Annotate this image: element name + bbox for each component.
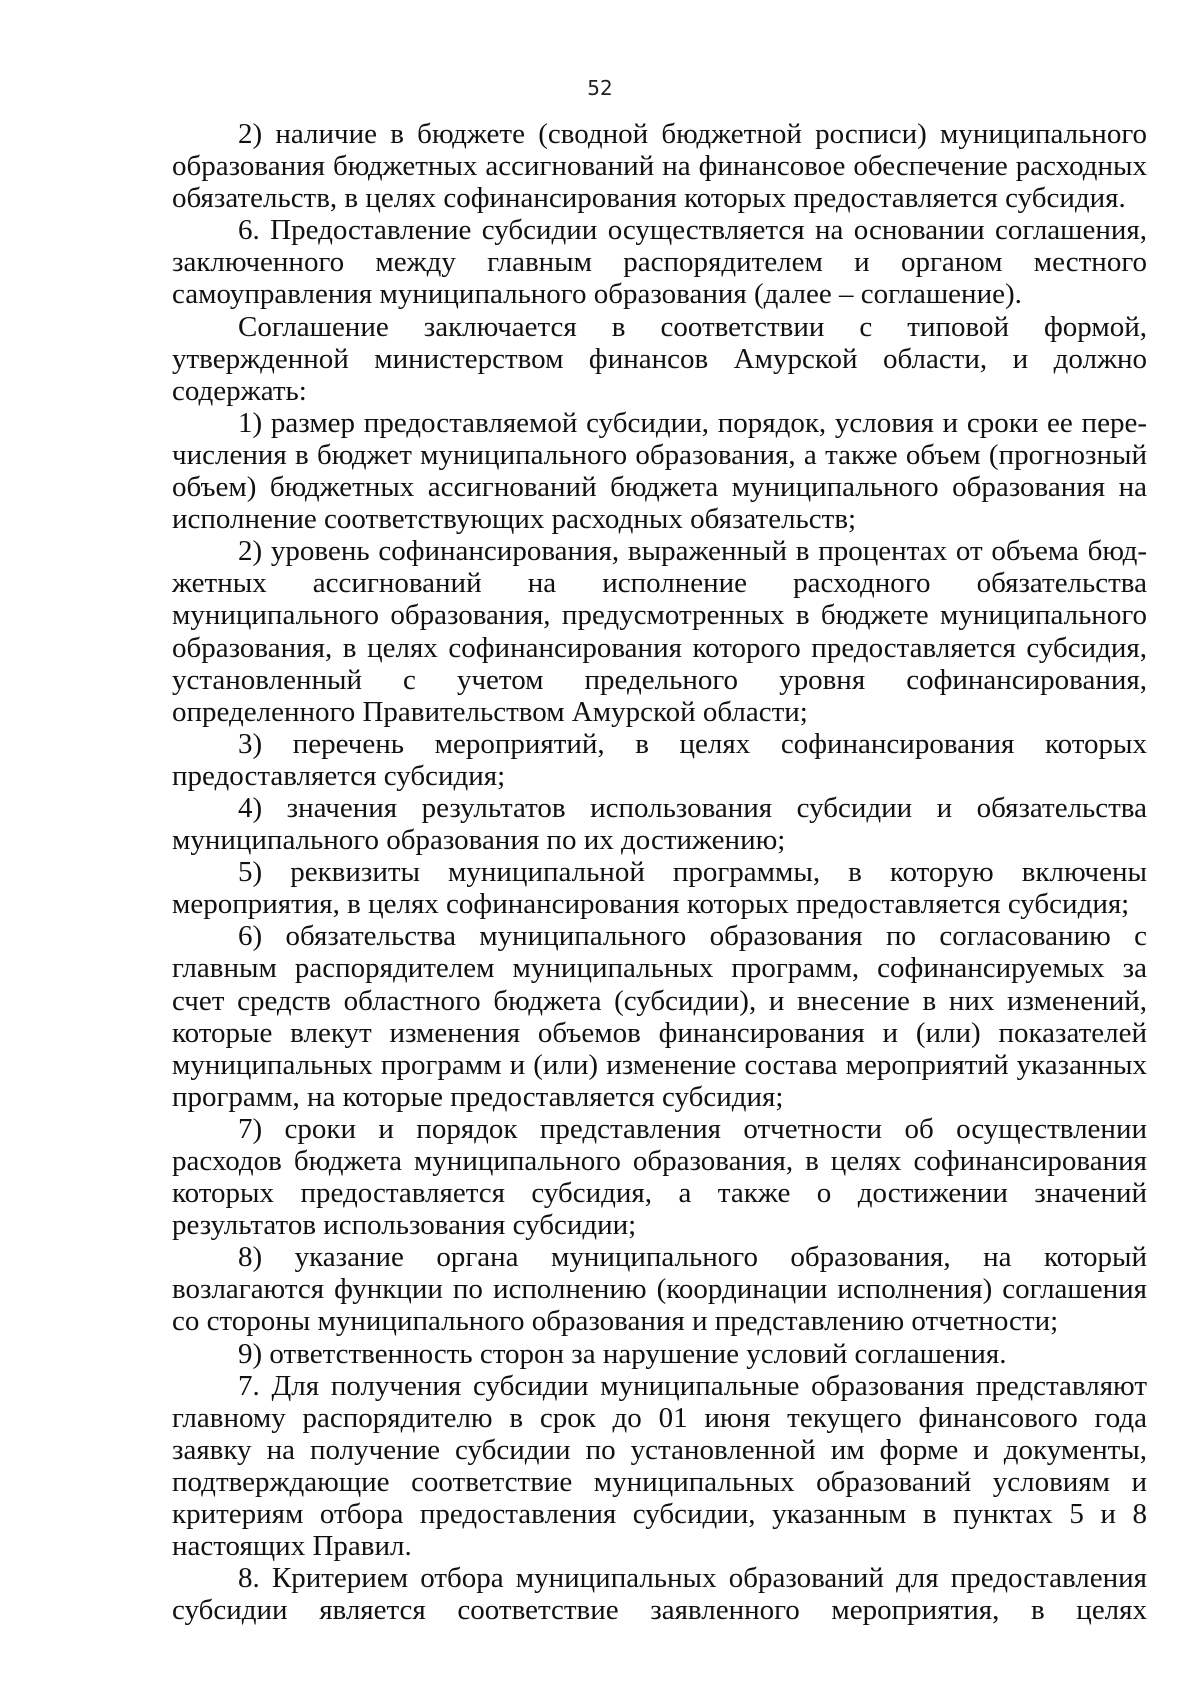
paragraph-section-6: 6. Предоставление субсидии осуществляется на основании соглашения, заключенного между главным распорядителем и органом местного самоуправления муниципального образования (далее – соглашение).: [172, 214, 1147, 311]
list-item-7: 7) сроки и порядок представления отчетности об осуществлении расходов бюджета муниципального образования, в целях софинансирования которых предоставляется субсидия, а также о достижении значений результатов использования субсидии;: [172, 1112, 1147, 1242]
list-item-2: 2) уровень софинансирования, выраженный в процентах от объема бюджетных ассигнований на исполнение расходного обязательства муниципального образования, предусмотренных в бюджете муниципального образования, в целях софинансирования которого предоставляется субсидия, установленный с учетом предельного уровня софинансирования, определенного Правительством Амурской области;: [172, 535, 1147, 728]
list-item-3: 3) перечень мероприятий, в целях софинансирования которых предоставляется субсидия;: [172, 727, 1147, 792]
list-item-5: 5) реквизиты муниципальной программы, в которую включены мероприятия, в целях софинансирования которых предоставляется субсидия;: [172, 856, 1147, 921]
list-item-9: 9) ответственность сторон за нарушение условий соглашения.: [238, 1337, 1007, 1370]
document-body: [172, 118, 1147, 1626]
page-number: 52: [587, 76, 613, 100]
list-item-4: 4) значения результатов использования субсидии и обязательства муниципального образования по их достижению;: [172, 791, 1147, 857]
paragraph-budget-availability: 2) наличие в бюджете (сводной бюджетной росписи) муниципального образования бюджетных ассигнований на финансовое обеспечение расходных обязательств, в целях софинансирования которых предоставляется субсидия.: [172, 118, 1147, 215]
paragraph-section-7: 7. Для получения субсидии муниципальные образования представляют главному распорядителю в срок до 01 июня текущего финансового года заявку на получение субсидии по установленной им форме и документы, подтверждающие соответствие муниципальных образований условиям и критериям отбора предоставления субсидии, указанным в пунктах 5 и 8 настоящих Правил.: [172, 1369, 1147, 1563]
list-item-6: 6) обязательства муниципального образования по согласованию с главным распорядителем муниципальных программ, софинансируемых за счет средств областного бюджета (субсидии), и внесение в них изменений, которые влекут изменения объемов финансирования и (или) показателей муниципальных программ и (или) изменение состава мероприятий указанных программ, на которые предоставляется субсидия;: [172, 920, 1147, 1113]
list-item-8: 8) указание органа муниципального образования, на который возлагаются функции по исполнению (координации исполнения) соглашения со стороны муниципального образования и представлению отчетности;: [172, 1241, 1147, 1338]
paragraph-agreement-intro: Соглашение заключается в соответствии с типовой формой, утвержденной министерством финансов Амурской области, и должно содержать:: [172, 310, 1147, 407]
list-item-1: 1) размер предоставляемой субсидии, порядок, условия и сроки ее перечисления в бюджет муниципального образования, а также объем (прогнозный объем) бюджетных ассигнований бюджета муниципального образования на исполнение соответствующих расходных обязательств;: [172, 406, 1147, 536]
paragraph-section-8: 8. Критерием отбора муниципальных образований для предоставления субсидии является соответствие заявленного мероприятия, в целях: [172, 1562, 1147, 1627]
